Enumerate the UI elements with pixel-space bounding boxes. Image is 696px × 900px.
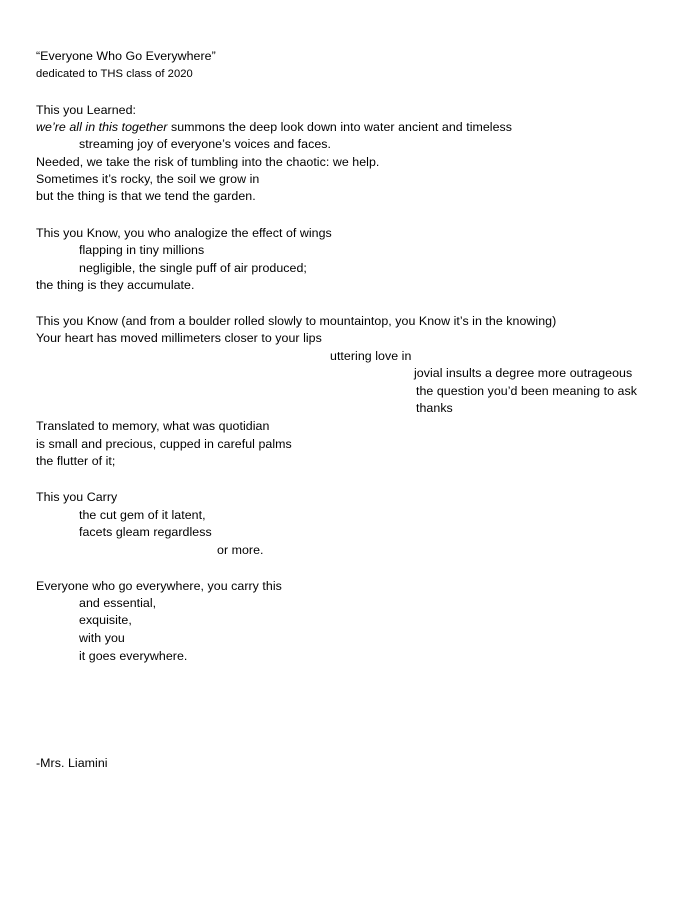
poem-dedication: dedicated to THS class of 2020 (36, 68, 193, 80)
signature: -Mrs. Liamini (36, 756, 108, 770)
stanza-1-line-3: streaming joy of everyone’s voices and faces. (79, 137, 332, 151)
stanza-6-line-4: with you (79, 631, 125, 645)
stanza-1-line-6: but the thing is that we tend the garden. (36, 189, 256, 203)
italic-phrase: we’re all in this together (36, 120, 168, 134)
stanza-5-line-2: the cut gem of it latent, (79, 508, 206, 522)
stanza-1-line-5: Sometimes it’s rocky, the soil we grow in (36, 172, 260, 186)
stanza-2-line-1: This you Know, you who analogize the effect of wings (36, 226, 332, 240)
stanza-3-line-2: Your heart has moved millimeters closer to your lips (36, 331, 322, 345)
stanza-3-line-4: jovial insults a degree more outrageous (414, 366, 633, 380)
stanza-2-line-4: the thing is they accumulate. (36, 278, 195, 292)
stanza-6-line-1: Everyone who go everywhere, you carry this (36, 579, 282, 593)
stanza-3-line-6: thanks (416, 401, 453, 415)
stanza-6-line-2: and essential, (79, 596, 157, 610)
stanza-1-line-4: Needed, we take the risk of tumbling into the chaotic: we help. (36, 155, 380, 169)
stanza-5-line-4: or more. (217, 543, 264, 557)
stanza-4-line-3: the flutter of it; (36, 454, 116, 468)
stanza-3-line-3: uttering love in (330, 349, 412, 363)
stanza-3-line-5: the question you’d been meaning to ask (416, 384, 637, 398)
stanza-5-line-1: This you Carry (36, 490, 118, 504)
stanza-2-line-3: negligible, the single puff of air produced; (79, 261, 307, 275)
stanza-3-line-1: This you Know (and from a boulder rolled slowly to mountaintop, you Know it’s in the knowing) (36, 314, 557, 328)
stanza-4-line-2: is small and precious, cupped in careful palms (36, 437, 292, 451)
line-text: summons the deep look down into water ancient and timeless (167, 120, 513, 134)
stanza-6-line-3: exquisite, (79, 613, 132, 627)
stanza-4-line-1: Translated to memory, what was quotidian (36, 419, 270, 433)
stanza-5-line-3: facets gleam regardless (79, 525, 212, 539)
poem-title: “Everyone Who Go Everywhere” (36, 49, 216, 63)
stanza-6-line-5: it goes everywhere. (79, 649, 188, 663)
stanza-2-line-2: flapping in tiny millions (79, 243, 205, 257)
stanza-1-line-1: This you Learned: (36, 103, 137, 117)
stanza-1-line-2 (36, 119, 512, 135)
